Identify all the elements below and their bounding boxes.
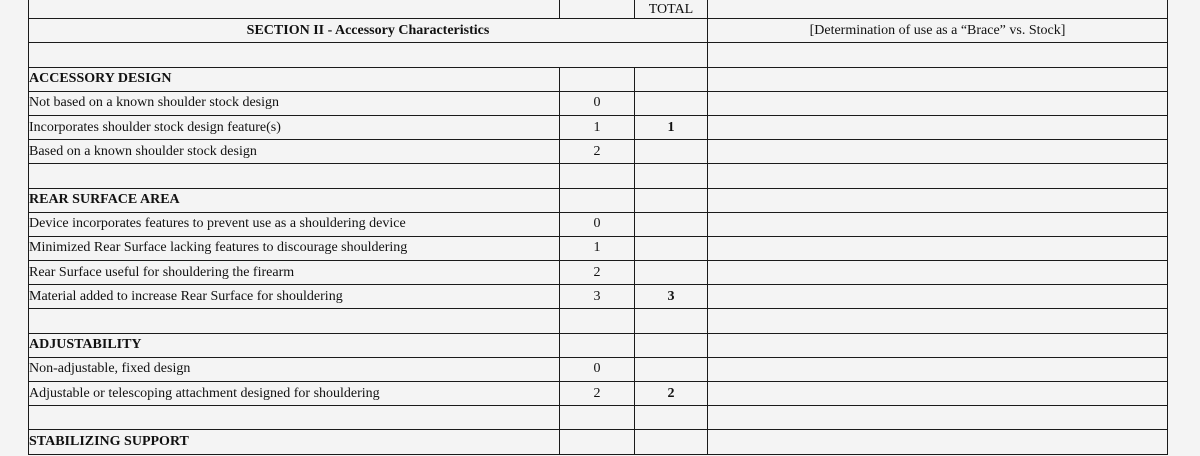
- item-label: Adjustable or telescoping attachment designed for shouldering: [29, 382, 560, 406]
- blank-cell: [635, 430, 708, 454]
- item-label: Minimized Rear Surface lacking features to discourage shouldering: [29, 236, 560, 260]
- item-row: [29, 236, 1168, 260]
- blank-cell: [708, 140, 1168, 164]
- item-row: [29, 382, 1168, 406]
- item-total: 1: [635, 115, 708, 139]
- category-heading: REAR SURFACE AREA: [29, 188, 560, 212]
- blank-cell: [635, 406, 708, 430]
- blank-cell: [560, 164, 635, 188]
- blank-cell: [708, 406, 1168, 430]
- spacer-row: [29, 164, 1168, 188]
- worksheet-table: [28, 0, 1168, 455]
- item-label: Based on a known shoulder stock design: [29, 140, 560, 164]
- item-score: 3: [560, 285, 635, 309]
- blank-cell: [560, 333, 635, 357]
- section-title: SECTION II - Accessory Characteristics: [29, 19, 708, 43]
- blank-cell: [29, 309, 560, 333]
- blank-cell: [708, 43, 1168, 67]
- item-label: Rear Surface useful for shouldering the firearm: [29, 261, 560, 285]
- item-row: [29, 261, 1168, 285]
- spacer-row: [29, 309, 1168, 333]
- item-score: 0: [560, 212, 635, 236]
- blank-cell: [29, 406, 560, 430]
- item-label: Device incorporates features to prevent use as a shouldering device: [29, 212, 560, 236]
- blank-cell: [708, 236, 1168, 260]
- blank-cell: [708, 261, 1168, 285]
- section-title-row: [29, 19, 1168, 43]
- blank-cell: [708, 309, 1168, 333]
- blank-cell: [635, 333, 708, 357]
- blank-cell: [708, 333, 1168, 357]
- item-total: 3: [635, 285, 708, 309]
- item-row: [29, 212, 1168, 236]
- blank-cell: [560, 309, 635, 333]
- item-row: [29, 115, 1168, 139]
- item-label: Material added to increase Rear Surface for shouldering: [29, 285, 560, 309]
- blank-cell: [29, 164, 560, 188]
- blank-cell: [708, 357, 1168, 381]
- item-total: [635, 357, 708, 381]
- blank-cell: [560, 188, 635, 212]
- blank-cell: [560, 406, 635, 430]
- blank-cell: [708, 164, 1168, 188]
- blank-cell: [708, 67, 1168, 91]
- item-score: 0: [560, 91, 635, 115]
- category-heading: ACCESSORY DESIGN: [29, 67, 560, 91]
- item-row: [29, 357, 1168, 381]
- category-row: [29, 188, 1168, 212]
- blank-cell: [635, 309, 708, 333]
- item-total: [635, 140, 708, 164]
- blank-cell: [708, 212, 1168, 236]
- blank-cell: [29, 0, 560, 19]
- blank-cell: [560, 430, 635, 454]
- blank-cell: [708, 430, 1168, 454]
- item-row: [29, 285, 1168, 309]
- item-score: 1: [560, 115, 635, 139]
- blank-cell: [708, 91, 1168, 115]
- blank-cell: [635, 188, 708, 212]
- item-row: [29, 91, 1168, 115]
- item-score: 2: [560, 140, 635, 164]
- blank-cell: [708, 0, 1168, 19]
- item-label: Non-adjustable, fixed design: [29, 357, 560, 381]
- item-score: 2: [560, 261, 635, 285]
- category-heading: ADJUSTABILITY: [29, 333, 560, 357]
- category-heading: STABILIZING SUPPORT: [29, 430, 560, 454]
- item-score: 0: [560, 357, 635, 381]
- item-total: [635, 261, 708, 285]
- spacer-row: [29, 43, 1168, 67]
- item-score: 2: [560, 382, 635, 406]
- category-row: [29, 430, 1168, 454]
- category-row: [29, 67, 1168, 91]
- blank-cell: [708, 382, 1168, 406]
- item-total: 2: [635, 382, 708, 406]
- item-total: [635, 236, 708, 260]
- item-row: [29, 140, 1168, 164]
- total-column-header: TOTAL: [635, 0, 708, 19]
- blank-cell: [708, 188, 1168, 212]
- item-label: Incorporates shoulder stock design feature(s): [29, 115, 560, 139]
- item-label: Not based on a known shoulder stock design: [29, 91, 560, 115]
- item-score: 1: [560, 236, 635, 260]
- blank-cell: [635, 67, 708, 91]
- item-total: [635, 212, 708, 236]
- blank-cell: [708, 285, 1168, 309]
- header-row: [29, 0, 1168, 19]
- blank-cell: [560, 67, 635, 91]
- category-row: [29, 333, 1168, 357]
- blank-cell: [635, 164, 708, 188]
- blank-cell: [708, 115, 1168, 139]
- section-note: [Determination of use as a “Brace” vs. Stock]: [708, 19, 1168, 43]
- blank-cell: [560, 0, 635, 19]
- spacer-row: [29, 406, 1168, 430]
- blank-cell: [29, 43, 708, 67]
- item-total: [635, 91, 708, 115]
